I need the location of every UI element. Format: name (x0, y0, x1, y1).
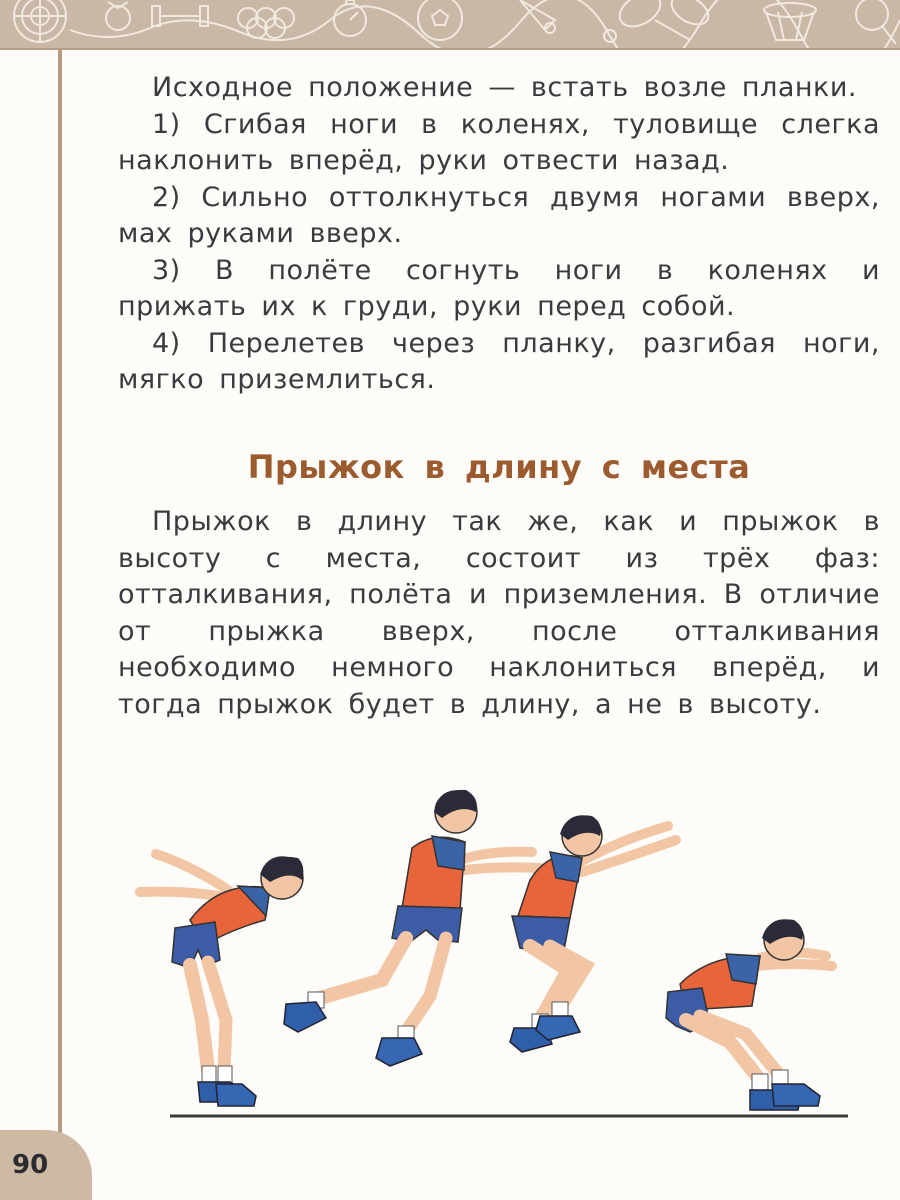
tennis-racket-icon (614, 0, 713, 40)
dartboard-icon (14, 0, 66, 42)
starting-position: Исходное положение — встать возле планки. (152, 72, 857, 103)
soccer-ball-icon (418, 0, 462, 40)
section-heading: Прыжок в длину с места (247, 448, 751, 486)
body-paragraph: Прыжок в длину так же, как и прыжок в высоту с места, состоит из трёх фаз: отталкивания, полёта и приземления. В отличие от прыжка вверх, после отталкивания необходимо немного наклониться вперёд, и тогда прыжок будет в длину, а не в высоту. (118, 506, 880, 720)
step-3: 3) В полёте согнуть ноги в коленях и прижать их к груди, руки перед собой. (118, 254, 880, 322)
jumper-landing (666, 919, 832, 1110)
ping-pong-paddle-icon (856, 0, 896, 44)
basketball-hoop-icon (764, 3, 816, 40)
jumper-crouch (140, 854, 303, 1106)
long-jump-description (118, 504, 880, 723)
step-1: 1) Сгибая ноги в коленях, туловище слегка наклонить вперёд, руки отвести назад. (118, 108, 880, 176)
page-number: 90 (12, 1150, 49, 1180)
high-jump-steps (118, 70, 880, 399)
step-4: 4) Перелетев через планку, разгибая ноги, мягко приземлиться. (118, 327, 880, 395)
long-jump-illustration (120, 770, 860, 1130)
medal-icon (106, 2, 130, 30)
step-2: 2) Сильно оттолкнуться двумя ногами вверх, мах руками вверх. (118, 181, 880, 249)
left-margin-rule (58, 48, 62, 1158)
sports-banner (0, 0, 900, 50)
jumper-takeoff (284, 790, 540, 1066)
stopwatch-icon (334, 0, 366, 36)
